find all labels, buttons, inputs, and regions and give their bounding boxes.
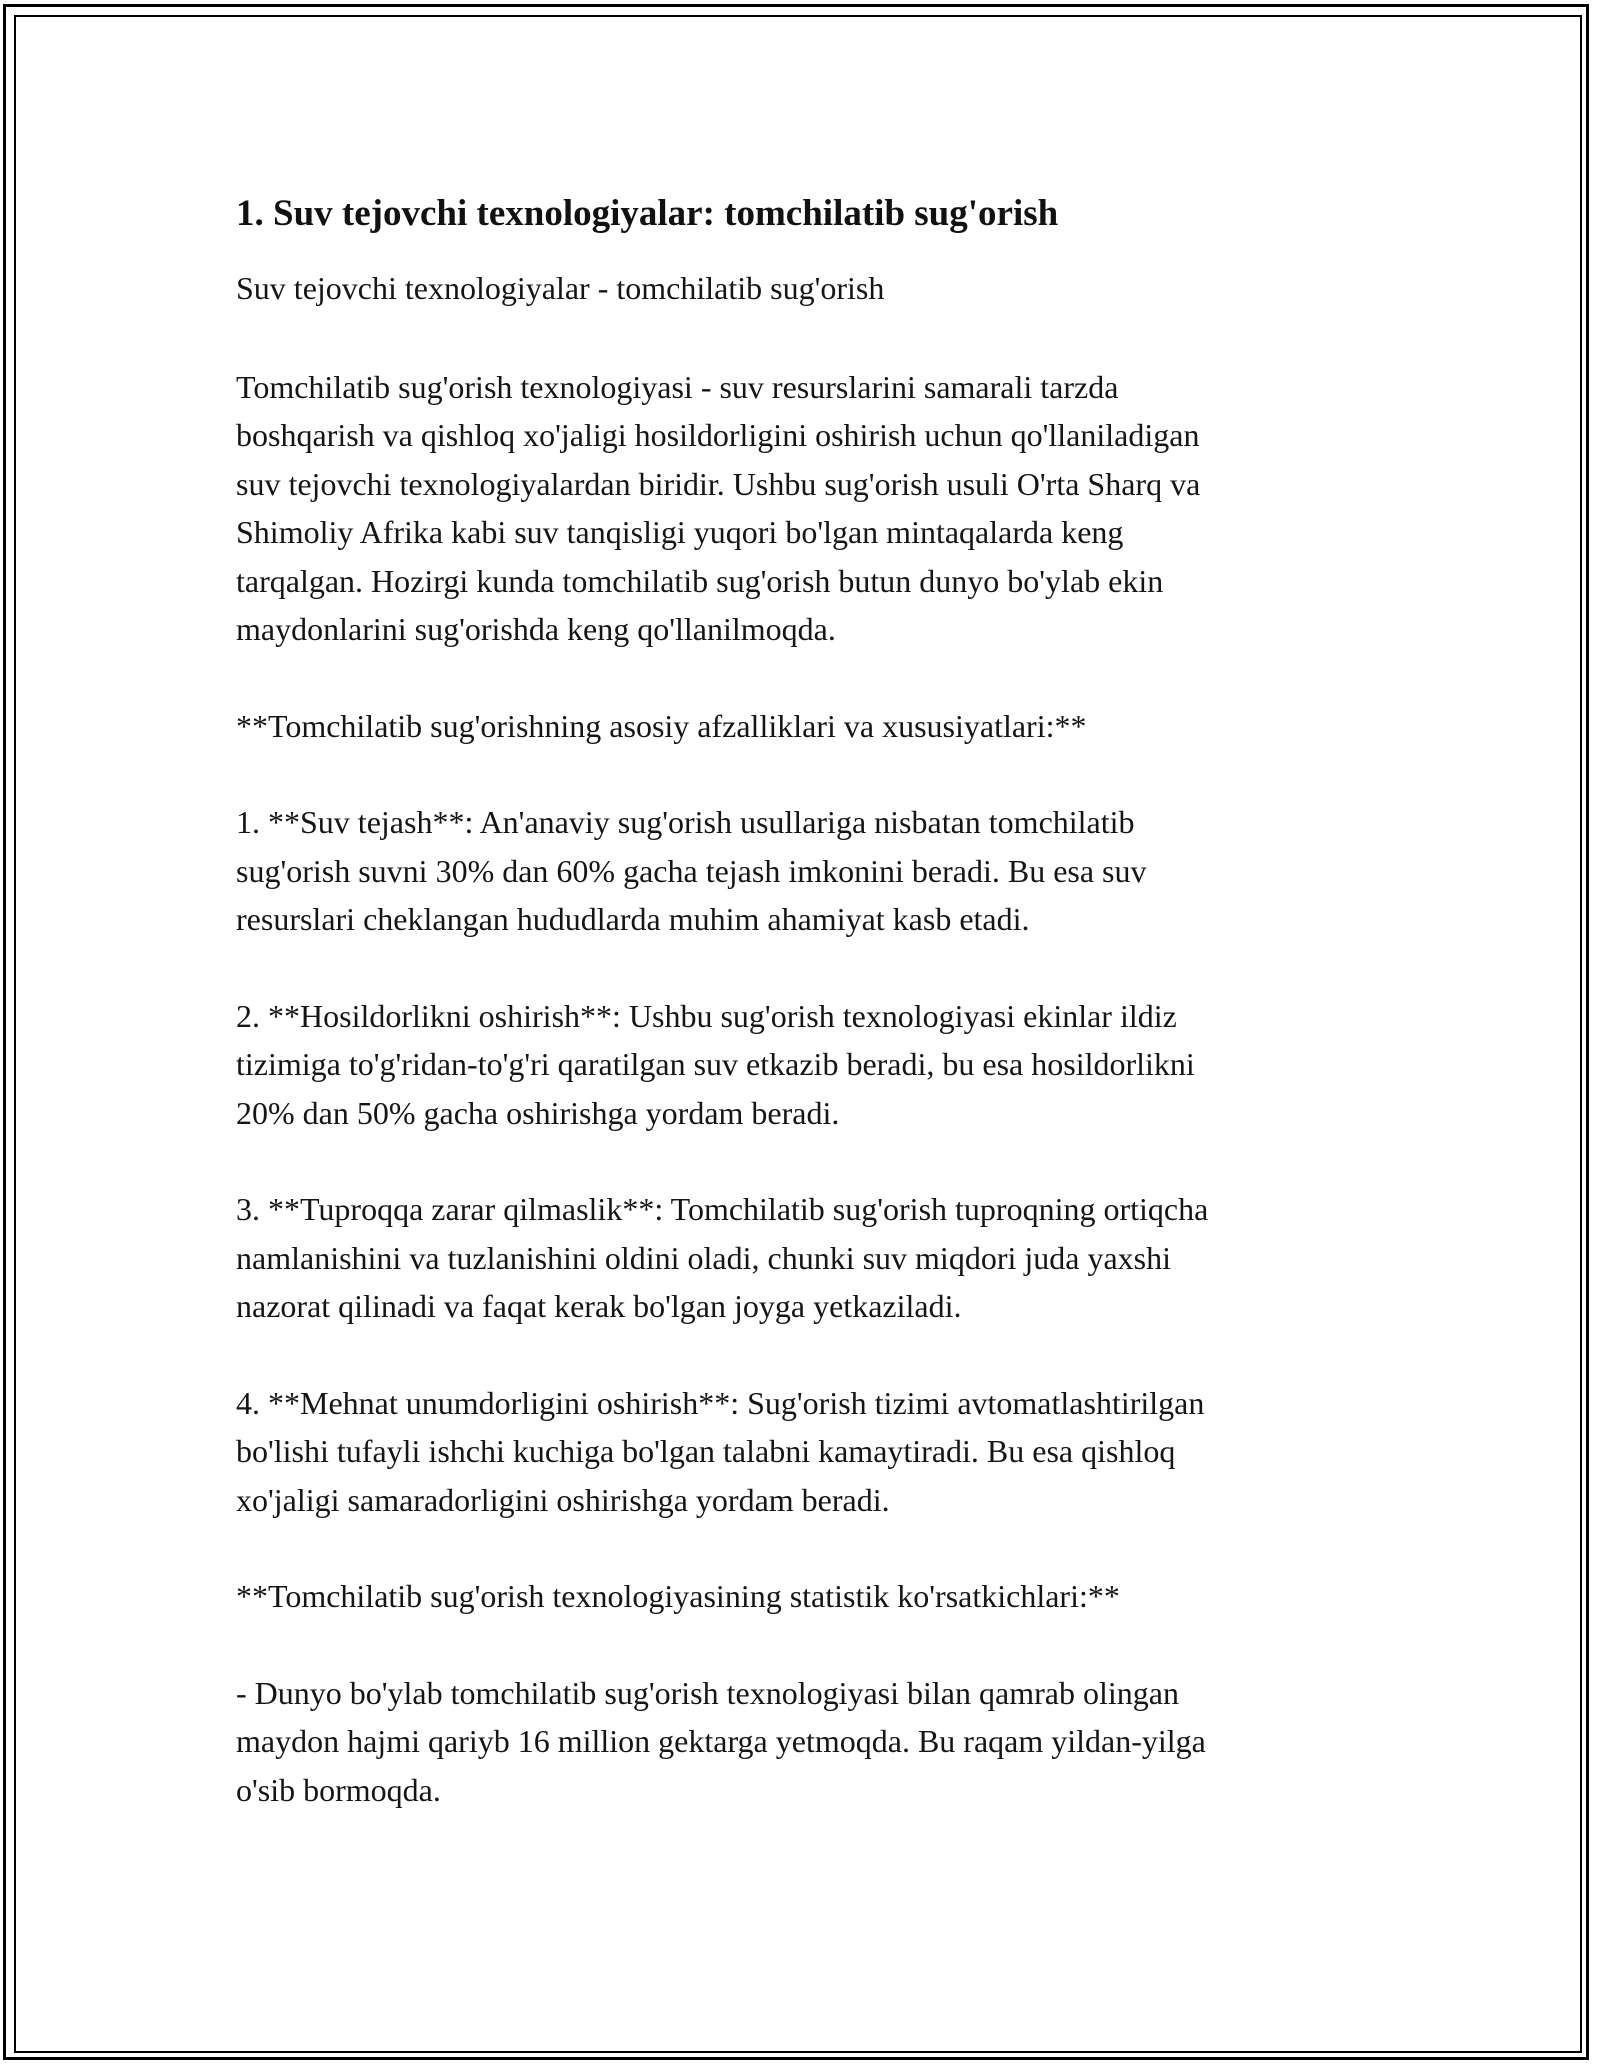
intro-paragraph: Tomchilatib sug'orish texnologiyasi - suv resurslarini samarali tarzda boshqarish va qishloq xo'jaligi hosildorligini oshirish uchun qo'llaniladigan suv tejovchi texnologiyalardan biridir. Ushbu sug'orish usuli O'rta Sharq va Shimoliy Afrika kabi suv tanqisligi yuqori bo'lgan mintaqalarda keng tarqalgan. Hozirgi kunda tomchilatib sug'orish butun dunyo bo'ylab ekin maydonlarini sug'orishda keng qo'llanilmoqda.	[236, 368, 1201, 647]
advantages-heading: **Tomchilatib sug'orishning asosiy afzalliklari va xususiyatlari:**	[236, 707, 1087, 744]
subtitle-paragraph: Suv tejovchi texnologiyalar - tomchilatib sug'orish	[236, 270, 885, 306]
document-body	[236, 186, 1366, 1862]
advantage-item-yield: 2. **Hosildorlikni oshirish**: Ushbu sug'orish texnologiyasi ekinlar ildiz tizimiga to'g'ridan-to'g'ri qaratilgan suv etkazib beradi, bu esa hosildorlikni 20% dan 50% gacha oshirishga yordam beradi.	[236, 997, 1195, 1131]
statistics-item-area: - Dunyo bo'ylab tomchilatib sug'orish texnologiyasi bilan qamrab olingan maydon hajmi qariyb 16 million gektarga yetmoqda. Bu raqam yildan-yilga o'sib bormoqda.	[236, 1674, 1206, 1808]
document-title: 1. Suv tejovchi texnologiyalar: tomchilatib sug'orish	[236, 193, 1059, 234]
advantage-item-labor: 4. **Mehnat unumdorligini oshirish**: Sug'orish tizimi avtomatlashtirilgan bo'lishi tufayli ishchi kuchiga bo'lgan talabni kamaytiradi. Bu esa qishloq xo'jaligi samaradorligini oshirishga yordam beradi.	[236, 1384, 1205, 1518]
statistics-heading: **Tomchilatib sug'orish texnologiyasining statistik ko'rsatkichlari:**	[236, 1578, 1120, 1614]
advantage-item-water-saving: 1. **Suv tejash**: An'anaviy sug'orish usullariga nisbatan tomchilatib sug'orish suvni 30% dan 60% gacha tejash imkonini beradi. Bu esa suv resurslari cheklangan hududlarda muhim ahamiyat kasb etadi.	[236, 804, 1147, 937]
advantage-item-soil: 3. **Tuproqqa zarar qilmaslik**: Tomchilatib sug'orish tuproqning ortiqcha namlanishini va tuzlanishini oldini oladi, chunki suv miqdori juda yaxshi nazorat qilinadi va faqat kerak bo'lgan joyga yetkaziladi.	[236, 1191, 1209, 1324]
